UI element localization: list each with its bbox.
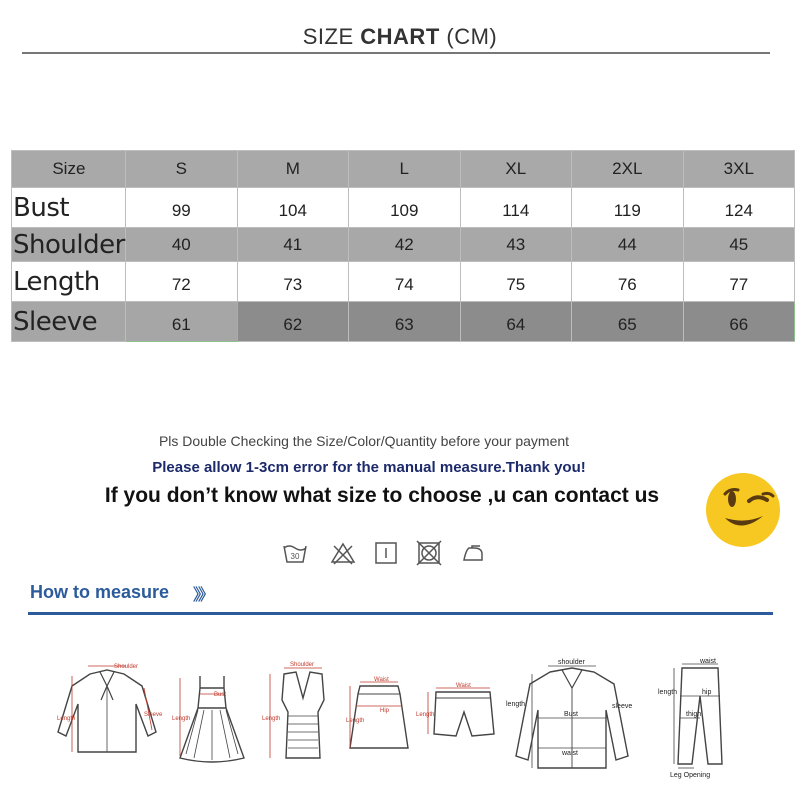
size-header: 2XL bbox=[571, 151, 683, 188]
size-header: S bbox=[125, 151, 237, 188]
dress-length-label: Length bbox=[172, 716, 191, 722]
skirt-length-label: Length bbox=[346, 718, 365, 724]
table-cell: 41 bbox=[237, 228, 348, 262]
table-cell: 43 bbox=[460, 228, 571, 262]
header-size-label: Size bbox=[12, 151, 126, 188]
no-bleach-icon bbox=[330, 540, 356, 566]
jacket-bust-label: Bust bbox=[564, 711, 579, 718]
iron-icon bbox=[460, 540, 486, 566]
table-cell: 42 bbox=[348, 228, 460, 262]
shirt-sleeve-label: Sleeve bbox=[144, 712, 163, 718]
dress-diagram bbox=[172, 668, 252, 768]
table-cell: 66 bbox=[683, 302, 794, 342]
section-divider bbox=[28, 612, 773, 615]
row-label: Length bbox=[12, 262, 126, 302]
size-header: M bbox=[237, 151, 348, 188]
dress-bust-label: Bust bbox=[214, 692, 227, 698]
table-cell: 72 bbox=[125, 262, 237, 302]
pants-length-label: length bbox=[658, 689, 678, 696]
table-cell: 75 bbox=[460, 262, 571, 302]
shorts-diagram bbox=[416, 682, 498, 744]
vest-length-label: Length bbox=[262, 716, 281, 722]
tumble-dry-icon bbox=[373, 540, 399, 566]
table-row bbox=[12, 228, 795, 262]
table-cell: 65 bbox=[571, 302, 683, 342]
title-divider bbox=[22, 52, 770, 54]
table-cell: 77 bbox=[683, 262, 794, 302]
table-header-row bbox=[12, 151, 795, 188]
table-cell: 45 bbox=[683, 228, 794, 262]
shorts-waist-label: Waist bbox=[456, 683, 471, 689]
row-label: Bust bbox=[12, 188, 126, 228]
table-cell: 63 bbox=[348, 302, 460, 342]
jacket-diagram bbox=[502, 656, 640, 776]
row-label: Sleeve bbox=[12, 302, 126, 342]
pants-hip-label: hip bbox=[702, 689, 712, 696]
jacket-length-label: length bbox=[506, 701, 526, 708]
table-cell: 40 bbox=[125, 228, 237, 262]
note-double-check: Pls Double Checking the Size/Color/Quantity before your payment bbox=[158, 433, 570, 449]
size-header: 3XL bbox=[683, 151, 794, 188]
table-cell: 44 bbox=[571, 228, 683, 262]
table-cell: 73 bbox=[237, 262, 348, 302]
jacket-shoulder-label: shoulder bbox=[558, 659, 585, 666]
no-tumble-dry-icon bbox=[416, 540, 442, 566]
table-cell: 124 bbox=[683, 188, 794, 228]
pants-diagram bbox=[656, 656, 740, 782]
note-contact-us: If you don’t know what size to choose ,u can contact us bbox=[104, 484, 660, 507]
size-header: XL bbox=[460, 151, 571, 188]
jacket-sleeve-label: sleeve bbox=[612, 703, 633, 710]
table-cell: 62 bbox=[237, 302, 348, 342]
chevron-right-icon: 》》 bbox=[193, 587, 212, 604]
title-bold: CHART bbox=[360, 24, 440, 49]
table-cell: 114 bbox=[460, 188, 571, 228]
table-cell: 61 bbox=[125, 302, 237, 342]
vest-shoulder-label: Shoulder bbox=[290, 662, 315, 668]
table-cell: 76 bbox=[571, 262, 683, 302]
jacket-waist-label: waist bbox=[562, 750, 578, 757]
table-cell: 74 bbox=[348, 262, 460, 302]
shirt-length-label: Length bbox=[57, 716, 76, 722]
table-cell: 119 bbox=[571, 188, 683, 228]
table-row bbox=[12, 262, 795, 302]
table-cell: 109 bbox=[348, 188, 460, 228]
title-unit: (CM) bbox=[446, 24, 498, 49]
table-cell: 99 bbox=[125, 188, 237, 228]
pants-waist-label: waist bbox=[700, 658, 716, 665]
pants-leg-opening-label: Leg Opening bbox=[670, 772, 711, 779]
skirt-diagram bbox=[346, 676, 412, 758]
wash-temp-label: 30 bbox=[290, 552, 300, 561]
wink-emoji-icon bbox=[705, 472, 781, 548]
row-label: Shoulder bbox=[13, 229, 125, 260]
table-cell: 104 bbox=[237, 188, 348, 228]
shirt-shoulder-label: Shoulder bbox=[114, 664, 139, 670]
size-table bbox=[11, 150, 795, 342]
page-title bbox=[0, 24, 800, 50]
size-header: L bbox=[348, 151, 460, 188]
table-cell: 64 bbox=[460, 302, 571, 342]
table-row bbox=[12, 302, 795, 342]
table-row bbox=[12, 188, 795, 228]
title-light: SIZE bbox=[302, 24, 354, 49]
shirt-diagram bbox=[52, 660, 164, 760]
note-measure-error: Please allow 1-3cm error for the manual measure.Thank you! bbox=[152, 459, 586, 476]
skirt-hip-label: Hip bbox=[380, 708, 390, 714]
how-to-measure-heading: How to measure bbox=[30, 582, 170, 602]
skirt-waist-label: Waist bbox=[374, 677, 389, 683]
wash-30-icon bbox=[282, 540, 308, 566]
pants-thigh-label: thigh bbox=[686, 711, 702, 718]
shorts-length-label: Length bbox=[416, 712, 435, 718]
vest-diagram bbox=[262, 660, 344, 766]
